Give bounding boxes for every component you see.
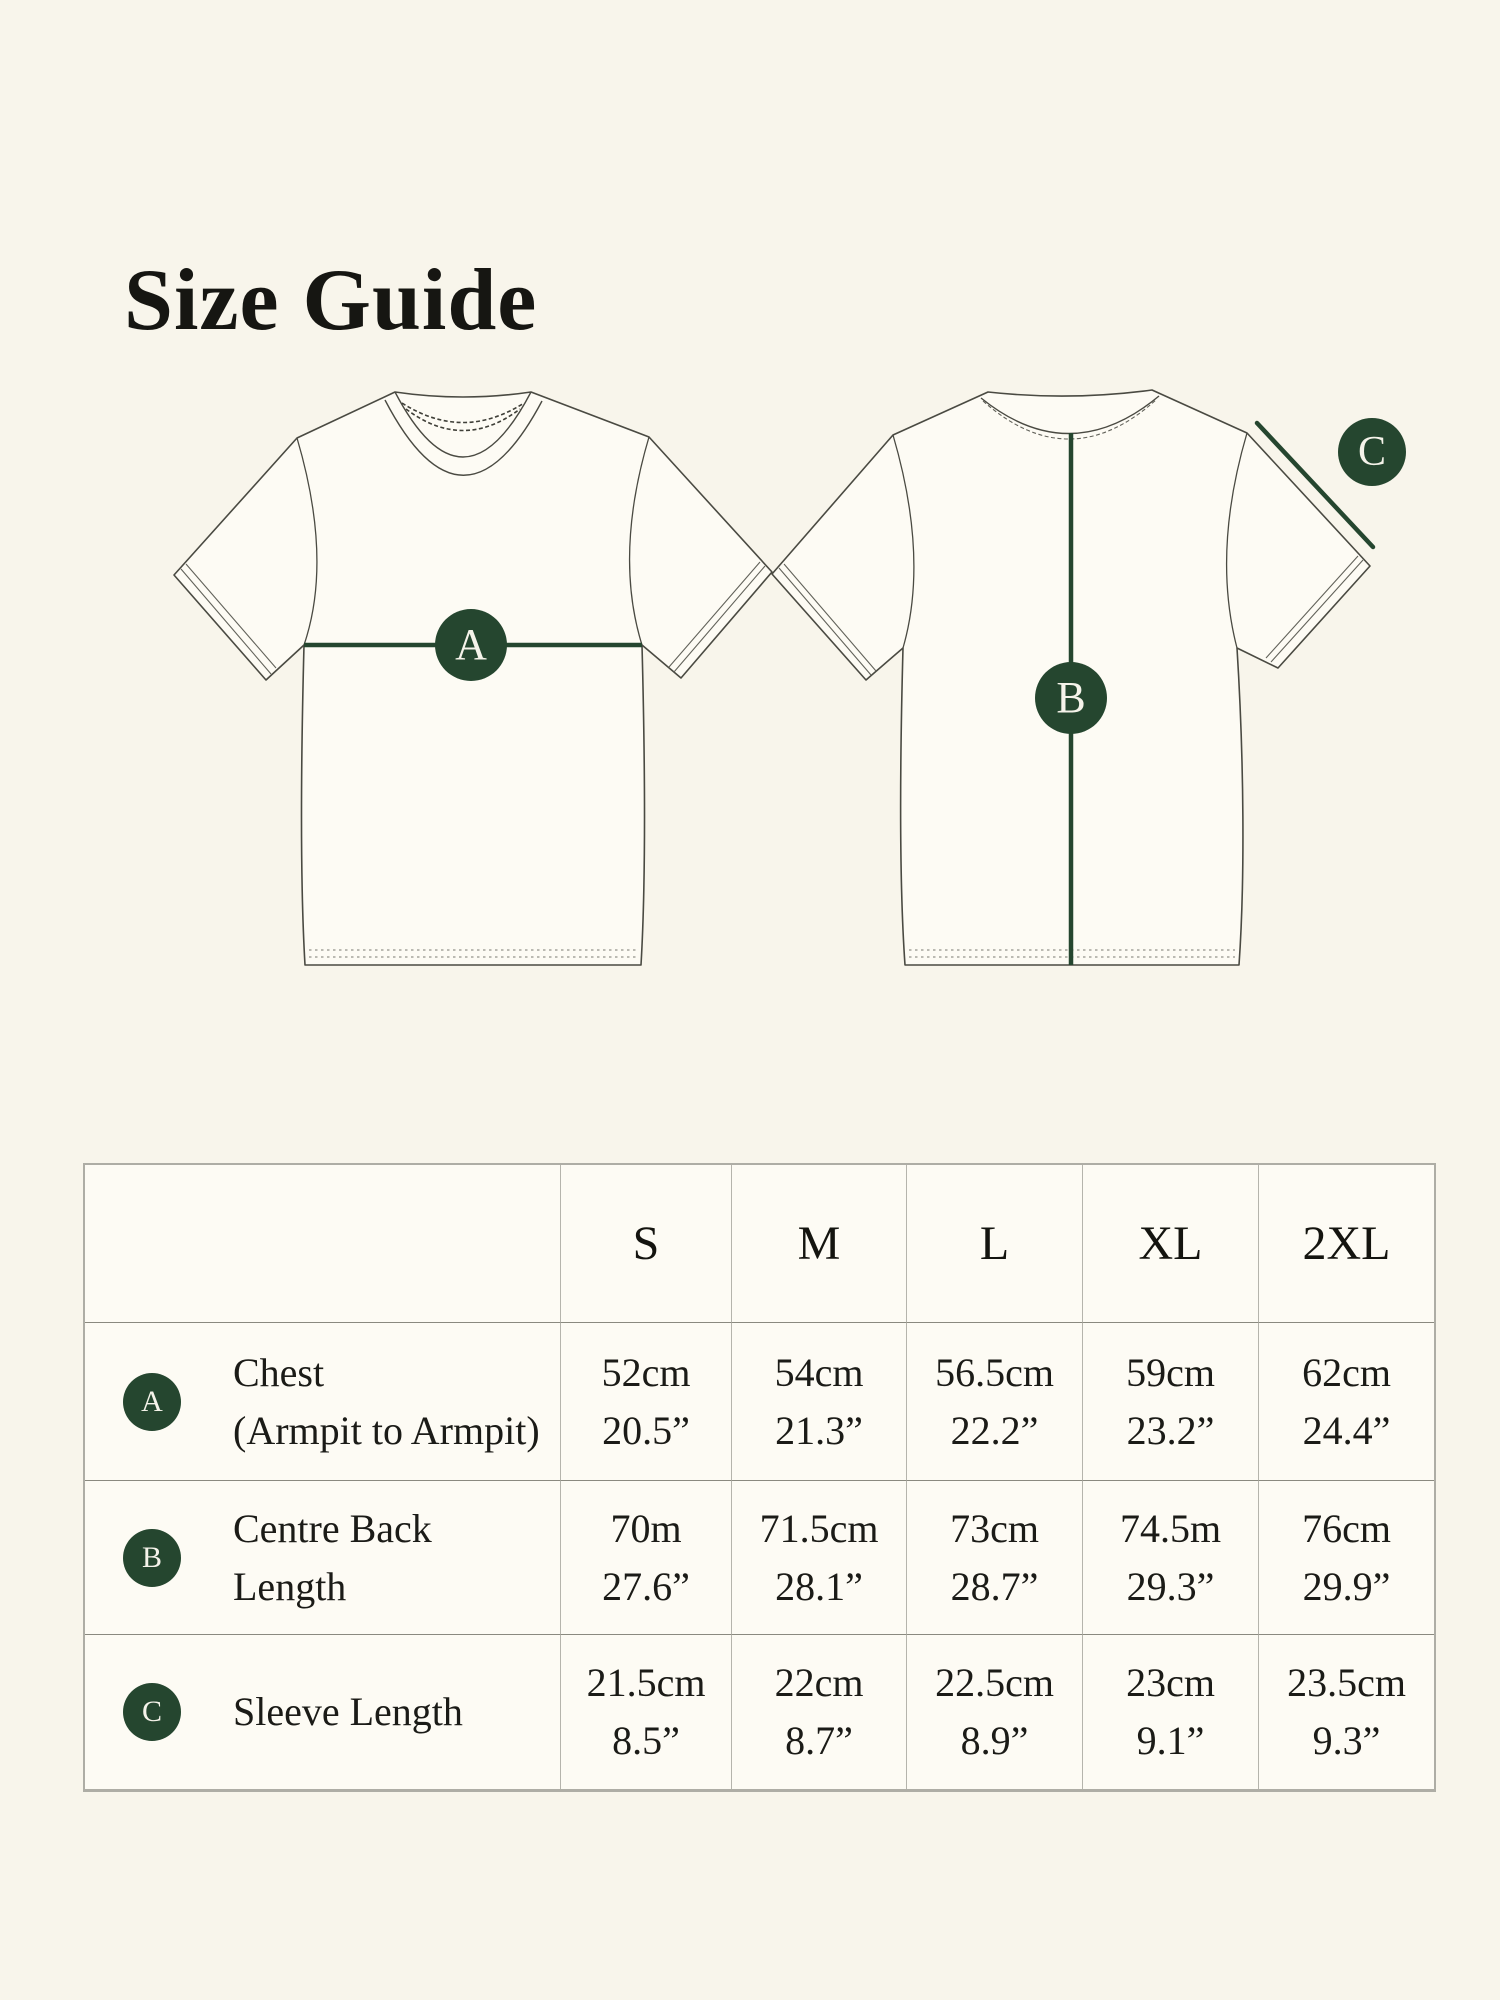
- size-header-xl: XL: [1082, 1165, 1258, 1322]
- size-table: [83, 1163, 1436, 1792]
- size-header-s: S: [560, 1165, 731, 1322]
- value-in: 21.3”: [775, 1407, 863, 1453]
- value-in: 23.2”: [1126, 1407, 1215, 1453]
- label-line: Chest: [233, 1349, 325, 1395]
- table-cell-back-s: [560, 1480, 731, 1634]
- table-cell-back-xl: [1082, 1480, 1258, 1634]
- row-label-chest: [85, 1322, 560, 1480]
- value-in: 8.5”: [612, 1718, 680, 1763]
- value-cm: 22.5cm: [935, 1660, 1054, 1705]
- table-cell-back-m: [731, 1480, 906, 1634]
- table-cell-chest-m: [731, 1322, 906, 1480]
- value-in: 22.2”: [950, 1407, 1039, 1453]
- marker-b-center-back: B: [1035, 662, 1107, 734]
- value-cm: 54cm: [774, 1349, 864, 1395]
- label-line: (Armpit to Armpit): [233, 1407, 540, 1453]
- label-line: Centre Back: [233, 1505, 432, 1551]
- value-cm: 23cm: [1126, 1660, 1215, 1705]
- value-in: 29.9”: [1302, 1563, 1391, 1609]
- table-cell-back-2xl: [1258, 1480, 1434, 1634]
- table-cell-sleeve-l: [906, 1634, 1082, 1789]
- row-label-sleeve: [85, 1634, 560, 1789]
- value-cm: 22cm: [774, 1660, 864, 1705]
- value-in: 9.1”: [1136, 1718, 1205, 1763]
- size-header-l: L: [906, 1165, 1082, 1322]
- value-cm: 71.5cm: [759, 1505, 879, 1551]
- value-cm: 74.5m: [1119, 1505, 1222, 1551]
- size-header-2xl: 2XL: [1258, 1165, 1434, 1322]
- value-in: 20.5”: [602, 1407, 690, 1453]
- size-header-m: M: [731, 1165, 906, 1322]
- value-cm: 62cm: [1302, 1349, 1391, 1395]
- marker-c-sleeve: C: [1338, 418, 1406, 486]
- table-cell-sleeve-2xl: [1258, 1634, 1434, 1789]
- value-cm: 73cm: [950, 1505, 1039, 1551]
- row-label-chest-text: [233, 1344, 540, 1460]
- value-cm: 23.5cm: [1287, 1660, 1406, 1705]
- value-cm: 70m: [610, 1505, 682, 1551]
- row-label-centre-back-text: [233, 1500, 432, 1616]
- table-cell-sleeve-m: [731, 1634, 906, 1789]
- value-cm: 52cm: [601, 1349, 691, 1395]
- label-line: Length: [233, 1563, 347, 1609]
- value-in: 28.7”: [950, 1563, 1039, 1609]
- value-in: 27.6”: [602, 1563, 690, 1609]
- value-cm: 59cm: [1126, 1349, 1215, 1395]
- row-badge-b: B: [123, 1529, 181, 1587]
- table-cell-chest-l: [906, 1322, 1082, 1480]
- row-badge-a: A: [123, 1373, 181, 1431]
- page-title: Size Guide: [124, 251, 538, 349]
- table-cell-chest-s: [560, 1322, 731, 1480]
- value-cm: 56.5cm: [935, 1349, 1054, 1395]
- value-in: 24.4”: [1302, 1407, 1391, 1453]
- table-cell-back-l: [906, 1480, 1082, 1634]
- table-cell-chest-2xl: [1258, 1322, 1434, 1480]
- value-in: 8.7”: [785, 1718, 853, 1763]
- marker-a-chest: A: [435, 609, 507, 681]
- value-in: 29.3”: [1126, 1563, 1215, 1609]
- table-corner-cell: [85, 1165, 560, 1322]
- table-cell-chest-xl: [1082, 1322, 1258, 1480]
- value-in: 28.1”: [775, 1563, 863, 1609]
- tshirt-measurement-diagram: [0, 380, 1500, 1030]
- row-badge-c: C: [123, 1683, 181, 1741]
- value-in: 8.9”: [960, 1718, 1029, 1763]
- row-label-centre-back: [85, 1480, 560, 1634]
- value-cm: 76cm: [1302, 1505, 1391, 1551]
- value-cm: 21.5cm: [586, 1660, 706, 1705]
- value-in: 9.3”: [1312, 1718, 1381, 1763]
- table-cell-sleeve-s: [560, 1634, 731, 1789]
- table-cell-sleeve-xl: [1082, 1634, 1258, 1789]
- label-line: Sleeve Length: [233, 1689, 463, 1734]
- row-label-sleeve-text: [233, 1683, 463, 1741]
